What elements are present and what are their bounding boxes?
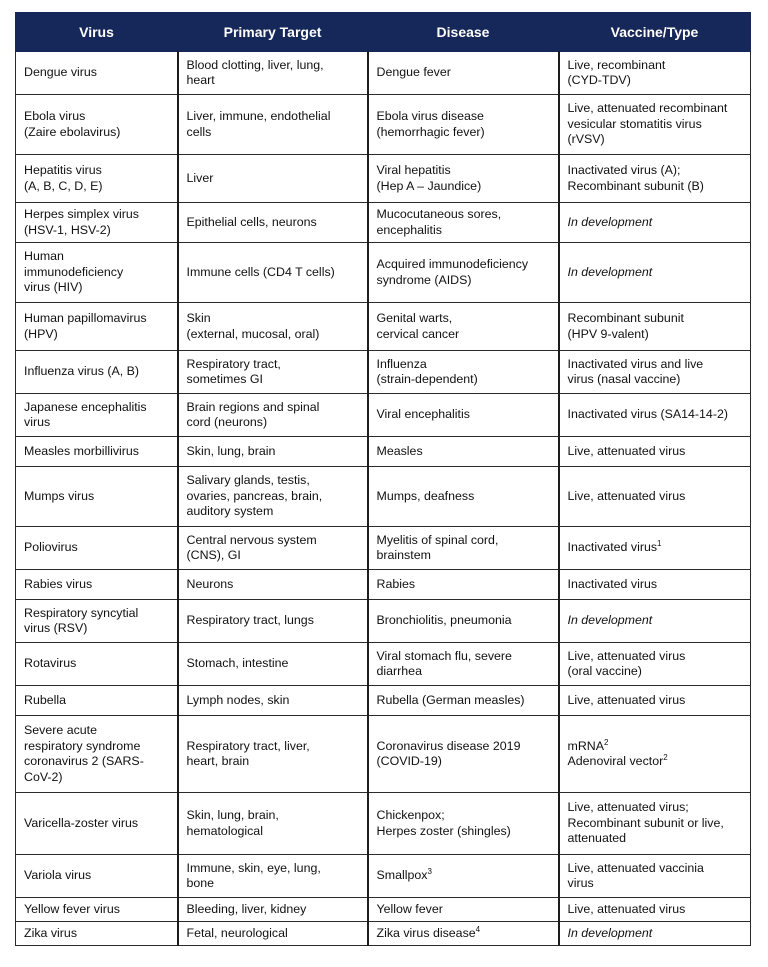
primary-target-cell-text: Fetal, neurological bbox=[186, 925, 288, 940]
virus-cell bbox=[16, 527, 178, 570]
vaccine-type-cell bbox=[559, 716, 751, 793]
vaccine-type-cell-text: In development bbox=[567, 264, 653, 279]
primary-target-cell bbox=[178, 203, 368, 243]
primary-target-cell bbox=[178, 527, 368, 570]
disease-cell bbox=[368, 600, 559, 643]
table-row bbox=[16, 95, 751, 155]
virus-vaccine-table-container bbox=[15, 12, 750, 946]
disease-cell-text: Genital warts, cervical cancer bbox=[376, 311, 460, 341]
disease-cell bbox=[368, 467, 559, 527]
vaccine-type-cell bbox=[559, 600, 751, 643]
virus-cell-text: Dengue virus bbox=[24, 65, 98, 80]
vaccine-type-cell bbox=[559, 95, 751, 155]
vaccine-type-cell-text: Live, attenuated virus; Recombinant subunit or live, attenuated bbox=[567, 800, 724, 846]
disease-cell-text: Influenza (strain-dependent) bbox=[376, 356, 478, 386]
virus-cell-text: Human immunodeficiency virus (HIV) bbox=[24, 249, 124, 295]
vaccine-type-cell bbox=[559, 437, 751, 467]
disease-cell bbox=[368, 855, 559, 898]
vaccine-type-cell-text: Inactivated virus bbox=[567, 540, 658, 555]
vaccine-type-cell bbox=[559, 922, 751, 946]
vaccine-type-cell-text: Live, attenuated vaccinia virus bbox=[567, 860, 704, 890]
disease-cell-text: Mucocutaneous sores, encephalitis bbox=[376, 207, 502, 237]
vaccine-type-cell bbox=[559, 855, 751, 898]
primary-target-cell-text: Epithelial cells, neurons bbox=[186, 214, 317, 229]
primary-target-cell-text: Lymph nodes, skin bbox=[186, 692, 290, 707]
vaccine-type-cell-text: Inactivated virus (SA14-14-2) bbox=[567, 407, 728, 422]
primary-target-cell bbox=[178, 643, 368, 686]
disease-cell-text: Dengue fever bbox=[376, 65, 451, 80]
virus-vaccine-table bbox=[15, 12, 751, 946]
primary-target-cell bbox=[178, 243, 368, 303]
disease-cell bbox=[368, 898, 559, 922]
vaccine-type-cell-text: Live, attenuated virus bbox=[567, 901, 686, 916]
vaccine-type-cell-text: Live, attenuated virus bbox=[567, 692, 686, 707]
primary-target-cell bbox=[178, 922, 368, 946]
vaccine-type-cell bbox=[559, 643, 751, 686]
vaccine-type-cell bbox=[559, 303, 751, 351]
primary-target-cell-text: Liver, immune, endothelial cells bbox=[186, 109, 331, 139]
table-row bbox=[16, 243, 751, 303]
virus-cell-text: Herpes simplex virus (HSV-1, HSV-2) bbox=[24, 207, 139, 237]
disease-cell-text: Bronchiolitis, pneumonia bbox=[376, 613, 512, 628]
primary-target-cell bbox=[178, 394, 368, 437]
primary-target-cell bbox=[178, 898, 368, 922]
footnote-marker: 4 bbox=[475, 924, 481, 934]
table-body bbox=[16, 52, 751, 946]
virus-cell-text: Varicella-zoster virus bbox=[24, 815, 139, 830]
table-row bbox=[16, 855, 751, 898]
table-row bbox=[16, 52, 751, 95]
disease-cell-text: Smallpox bbox=[376, 868, 428, 883]
table-row bbox=[16, 155, 751, 203]
vaccine-type-cell bbox=[559, 686, 751, 716]
virus-cell-text: Measles morbillivirus bbox=[24, 443, 139, 458]
primary-target-cell bbox=[178, 855, 368, 898]
virus-cell bbox=[16, 686, 178, 716]
vaccine-type-cell bbox=[559, 898, 751, 922]
virus-cell-text: Japanese encephalitis virus bbox=[24, 399, 147, 429]
disease-cell-text: Coronavirus disease 2019 (COVID-19) bbox=[376, 738, 521, 768]
virus-cell-text: Poliovirus bbox=[24, 540, 78, 555]
header-primary-target: Primary Target bbox=[178, 13, 368, 52]
disease-cell bbox=[368, 793, 559, 855]
primary-target-cell-text: Respiratory tract, lungs bbox=[186, 613, 314, 628]
disease-cell bbox=[368, 686, 559, 716]
virus-cell bbox=[16, 793, 178, 855]
vaccine-line bbox=[568, 739, 743, 755]
disease-cell-text: Rubella (German measles) bbox=[376, 692, 525, 707]
virus-cell-text: Rotavirus bbox=[24, 656, 77, 671]
vaccine-type-cell bbox=[559, 527, 751, 570]
primary-target-cell bbox=[178, 52, 368, 95]
virus-cell bbox=[16, 155, 178, 203]
primary-target-cell-text: Liver bbox=[186, 170, 214, 185]
vaccine-type-cell bbox=[559, 203, 751, 243]
table-row bbox=[16, 793, 751, 855]
virus-cell-text: Respiratory syncytial virus (RSV) bbox=[24, 605, 139, 635]
disease-cell bbox=[368, 303, 559, 351]
vaccine-type-cell-text: Live, attenuated virus bbox=[567, 488, 686, 503]
virus-cell bbox=[16, 351, 178, 394]
primary-target-cell bbox=[178, 793, 368, 855]
disease-cell-text: Rabies bbox=[376, 576, 416, 591]
virus-cell bbox=[16, 643, 178, 686]
vaccine-type-cell-text: Live, recombinant (CYD-TDV) bbox=[567, 57, 666, 87]
table-row bbox=[16, 394, 751, 437]
primary-target-cell-text: Skin, lung, brain bbox=[186, 443, 276, 458]
vaccine-line bbox=[568, 754, 743, 770]
virus-cell bbox=[16, 600, 178, 643]
primary-target-cell bbox=[178, 467, 368, 527]
disease-cell-text: Acquired immunodeficiency syndrome (AIDS) bbox=[376, 257, 529, 287]
virus-cell bbox=[16, 203, 178, 243]
table-row bbox=[16, 686, 751, 716]
disease-cell bbox=[368, 95, 559, 155]
primary-target-cell bbox=[178, 600, 368, 643]
table-row bbox=[16, 527, 751, 570]
vaccine-type-cell-text: Recombinant subunit (HPV 9-valent) bbox=[567, 311, 684, 341]
virus-cell bbox=[16, 437, 178, 467]
vaccine-type-cell bbox=[559, 52, 751, 95]
virus-cell-text: Influenza virus (A, B) bbox=[24, 364, 140, 379]
virus-cell-text: Rubella bbox=[24, 692, 67, 707]
primary-target-cell bbox=[178, 686, 368, 716]
disease-cell-text: Viral encephalitis bbox=[376, 407, 470, 422]
primary-target-cell-text: Brain regions and spinal cord (neurons) bbox=[186, 399, 320, 429]
primary-target-cell-text: Central nervous system (CNS), GI bbox=[186, 532, 317, 562]
primary-target-cell-text: Blood clotting, liver, lung, heart bbox=[186, 57, 324, 87]
footnote-marker: 3 bbox=[427, 867, 432, 877]
primary-target-cell-text: Salivary glands, testis, ovaries, pancreas, brain, auditory system bbox=[186, 473, 323, 519]
disease-cell-text: Ebola virus disease (hemorrhagic fever) bbox=[376, 109, 485, 139]
disease-cell bbox=[368, 351, 559, 394]
disease-cell bbox=[368, 570, 559, 600]
primary-target-cell bbox=[178, 351, 368, 394]
disease-cell bbox=[368, 437, 559, 467]
primary-target-cell bbox=[178, 437, 368, 467]
virus-cell bbox=[16, 52, 178, 95]
disease-cell-text: Yellow fever bbox=[376, 901, 443, 916]
primary-target-cell bbox=[178, 95, 368, 155]
vaccine-line-text: Adenoviral vector bbox=[567, 754, 664, 768]
vaccine-type-cell-text: In development bbox=[567, 613, 653, 628]
table-row bbox=[16, 600, 751, 643]
disease-cell-text: Viral stomach flu, severe diarrhea bbox=[376, 648, 512, 678]
table-row bbox=[16, 570, 751, 600]
header-vaccine-type: Vaccine/Type bbox=[559, 13, 751, 52]
vaccine-type-cell-text: Inactivated virus and live virus (nasal vaccine) bbox=[567, 356, 704, 386]
vaccine-type-cell bbox=[559, 570, 751, 600]
vaccine-type-cell-text: Inactivated virus bbox=[567, 576, 658, 591]
virus-cell bbox=[16, 855, 178, 898]
disease-cell-text: Mumps, deafness bbox=[376, 488, 475, 503]
virus-cell bbox=[16, 303, 178, 351]
table-row bbox=[16, 643, 751, 686]
virus-cell bbox=[16, 922, 178, 946]
primary-target-cell bbox=[178, 570, 368, 600]
disease-cell-text: Viral hepatitis (Hep A – Jaundice) bbox=[376, 163, 482, 193]
disease-cell-text: Zika virus disease bbox=[376, 925, 476, 940]
virus-cell-text: Hepatitis virus (A, B, C, D, E) bbox=[24, 163, 103, 193]
table-row bbox=[16, 351, 751, 394]
primary-target-cell-text: Immune cells (CD4 T cells) bbox=[186, 264, 335, 279]
vaccine-type-cell-text: Live, attenuated virus bbox=[567, 443, 686, 458]
virus-cell-text: Human papillomavirus (HPV) bbox=[24, 311, 147, 341]
footnote-marker: 1 bbox=[657, 539, 662, 549]
virus-cell-text: Mumps virus bbox=[24, 488, 95, 503]
table-row bbox=[16, 922, 751, 946]
virus-cell-text: Zika virus bbox=[24, 925, 78, 940]
vaccine-type-cell bbox=[559, 467, 751, 527]
virus-cell bbox=[16, 570, 178, 600]
virus-cell-text: Yellow fever virus bbox=[24, 901, 120, 916]
disease-cell-text: Chickenpox; Herpes zoster (shingles) bbox=[376, 808, 511, 838]
vaccine-type-cell-text: Live, attenuated virus (oral vaccine) bbox=[567, 648, 686, 678]
primary-target-cell-text: Neurons bbox=[186, 576, 234, 591]
virus-cell-text: Ebola virus (Zaire ebolavirus) bbox=[24, 109, 121, 139]
disease-cell bbox=[368, 243, 559, 303]
disease-cell bbox=[368, 922, 559, 946]
primary-target-cell-text: Stomach, intestine bbox=[186, 656, 289, 671]
disease-cell bbox=[368, 394, 559, 437]
virus-cell-text: Variola virus bbox=[24, 868, 92, 883]
footnote-marker: 2 bbox=[663, 753, 668, 762]
primary-target-cell bbox=[178, 716, 368, 793]
vaccine-type-cell bbox=[559, 155, 751, 203]
vaccine-type-cell bbox=[559, 793, 751, 855]
vaccine-line-text: mRNA bbox=[567, 738, 604, 753]
virus-cell-text: Severe acute respiratory syndrome coronavirus 2 (SARS- CoV-2) bbox=[24, 723, 144, 784]
disease-cell-text: Myelitis of spinal cord, brainstem bbox=[376, 532, 499, 562]
virus-cell bbox=[16, 394, 178, 437]
vaccine-type-cell bbox=[559, 351, 751, 394]
primary-target-cell-text: Skin, lung, brain, hematological bbox=[186, 808, 279, 838]
disease-cell bbox=[368, 155, 559, 203]
vaccine-type-cell-text: In development bbox=[567, 925, 653, 940]
disease-cell bbox=[368, 203, 559, 243]
primary-target-cell bbox=[178, 155, 368, 203]
table-row bbox=[16, 303, 751, 351]
header-disease: Disease bbox=[368, 13, 559, 52]
virus-cell bbox=[16, 95, 178, 155]
vaccine-type-cell-text: In development bbox=[567, 214, 653, 229]
primary-target-cell-text: Bleeding, liver, kidney bbox=[186, 901, 307, 916]
table-row bbox=[16, 716, 751, 793]
virus-cell bbox=[16, 467, 178, 527]
table-header-row bbox=[16, 13, 751, 52]
primary-target-cell-text: Respiratory tract, liver, heart, brain bbox=[186, 738, 310, 768]
disease-cell bbox=[368, 527, 559, 570]
table-row bbox=[16, 203, 751, 243]
primary-target-cell-text: Respiratory tract, sometimes GI bbox=[186, 356, 281, 386]
footnote-marker: 2 bbox=[603, 737, 609, 747]
vaccine-type-cell bbox=[559, 394, 751, 437]
virus-cell bbox=[16, 243, 178, 303]
virus-cell bbox=[16, 898, 178, 922]
vaccine-type-cell-text: Inactivated virus (A); Recombinant subunit (B) bbox=[567, 163, 704, 193]
header-virus: Virus bbox=[16, 13, 178, 52]
primary-target-cell-text: Immune, skin, eye, lung, bone bbox=[186, 860, 321, 890]
vaccine-type-cell bbox=[559, 243, 751, 303]
primary-target-cell-text: Skin (external, mucosal, oral) bbox=[186, 311, 320, 341]
table-row bbox=[16, 898, 751, 922]
virus-cell-text: Rabies virus bbox=[24, 576, 93, 591]
disease-cell bbox=[368, 52, 559, 95]
virus-cell bbox=[16, 716, 178, 793]
table-row bbox=[16, 467, 751, 527]
primary-target-cell bbox=[178, 303, 368, 351]
disease-cell bbox=[368, 716, 559, 793]
table-row bbox=[16, 437, 751, 467]
disease-cell-text: Measles bbox=[376, 443, 423, 458]
disease-cell bbox=[368, 643, 559, 686]
vaccine-type-cell-text: Live, attenuated recombinant vesicular stomatitis virus (rVSV) bbox=[567, 101, 728, 147]
